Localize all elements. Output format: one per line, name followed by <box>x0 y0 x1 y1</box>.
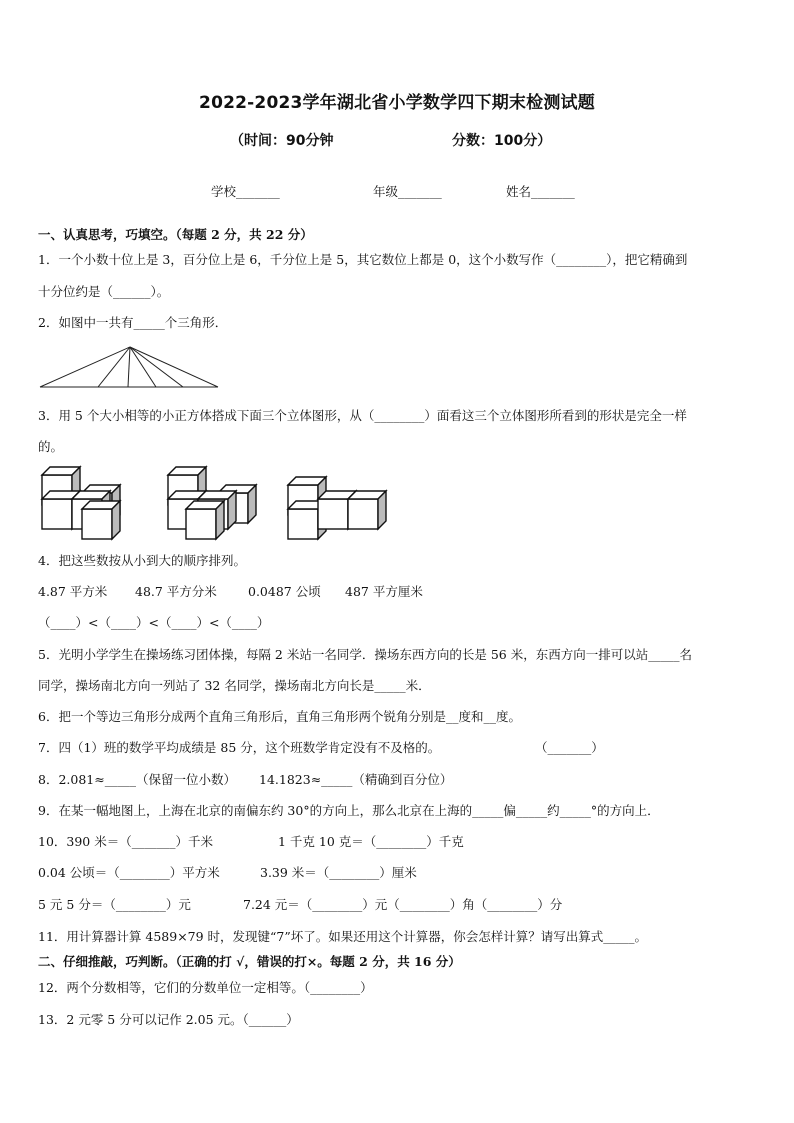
school-field[interactable]: 学校_______ <box>211 184 280 199</box>
question-7: 7．四（1）班的数学平均成绩是 85 分，这个班数学肯定没有不及格的。 <box>38 740 441 755</box>
cube-figure-3 <box>288 477 386 539</box>
question-5-line-2: 同学，操场南北方向一列站了 32 名同学，操场南北方向长是_____米． <box>38 678 431 693</box>
question-10-b1: 0.04 公顷＝（________）平方米 <box>38 865 220 880</box>
question-12: 12．两个分数相等，它们的分数单位一定相等。（________） <box>38 980 373 995</box>
question-6: 6．把一个等边三角形分成两个直角三角形后，直角三角形两个锐角分别是__度和__度。 <box>38 709 521 724</box>
cube-figures <box>38 465 383 535</box>
question-11: 11．用计算器计算 4589×79 时，发现键“7”坏了。如果还用这个计算器，你会怎样计算？请写出算式_____。 <box>38 929 648 944</box>
question-13: 13．2 元零 5 分可以记作 2.05 元。（______） <box>38 1012 299 1027</box>
question-4: 4．把这些数按从小到大的顺序排列。 <box>38 553 246 568</box>
question-3-line-2: 的。 <box>38 439 64 454</box>
question-1-line-2: 十分位约是（______）。 <box>38 284 170 299</box>
fan-ray-2 <box>128 347 130 387</box>
question-3-line-1: 3．用 5 个大小相等的小正方体搭成下面三个立体图形，从（________）面看这三个立体图形所看到的形状是完全一样 <box>38 408 687 423</box>
question-10-c1: 5 元 5 分＝（________）元 <box>38 897 191 912</box>
question-2: 2．如图中一共有_____个三角形． <box>38 315 228 330</box>
question-5-line-1: 5．光明小学学生在操场练习团体操，每隔 2 米站一名同学．操场东西方向的长是 56 米，东西方向一排可以站_____名 <box>38 647 692 662</box>
cube-figure-2 <box>168 467 256 539</box>
fan-edge-left <box>40 347 130 387</box>
section-2-heading: 二、仔细推敲，巧判断。（正确的打 √，错误的打×。每题 2 分，共 16 分） <box>38 954 461 969</box>
question-9: 9．在某一幅地图上，上海在北京的南偏东约 30°的方向上，那么北京在上海的_____偏_____约_____°的方向上． <box>38 803 660 818</box>
question-10-a2: 1 千克 10 克＝（________）千克 <box>278 834 464 849</box>
exam-time: （时间：90分钟 <box>230 133 334 149</box>
question-1-line-1: 1．一个小数十位上是 3，百分位上是 6，千分位上是 5，其它数位上都是 0，这个小数写作（________），把它精确到 <box>38 252 688 267</box>
cube-figure-1 <box>42 467 120 539</box>
question-8-part-b: 14.1823≈_____（精确到百分位） <box>259 772 453 787</box>
page-title: 2022-2023学年湖北省小学数学四下期末检测试题 <box>199 93 595 113</box>
q4-order-blanks[interactable]: （____）<（____）<（____）<（____） <box>38 615 270 630</box>
exam-score: 分数：100分） <box>452 133 552 149</box>
question-7-blank[interactable]: （_______） <box>535 740 604 755</box>
triangle-fan-figure <box>38 345 220 389</box>
q4-item-1: 4.87 平方米 <box>38 584 108 599</box>
question-10-b2: 3.39 米＝（________）厘米 <box>260 865 417 880</box>
q4-item-2: 48.7 平方分米 <box>135 584 217 599</box>
grade-field[interactable]: 年级_______ <box>373 184 442 199</box>
fan-ray-1 <box>98 347 130 387</box>
section-1-heading: 一、认真思考，巧填空。（每题 2 分，共 22 分） <box>38 227 313 242</box>
name-field[interactable]: 姓名_______ <box>506 184 575 199</box>
question-10-a1: 10．390 米＝（_______）千米 <box>38 834 213 849</box>
q4-item-3: 0.0487 公顷 <box>248 584 321 599</box>
question-8-part-a: 8．2.081≈_____（保留一位小数） <box>38 772 236 787</box>
question-10-c2: 7.24 元＝（________）元（________）角（________）分 <box>243 897 563 912</box>
q4-item-4: 487 平方厘米 <box>345 584 423 599</box>
